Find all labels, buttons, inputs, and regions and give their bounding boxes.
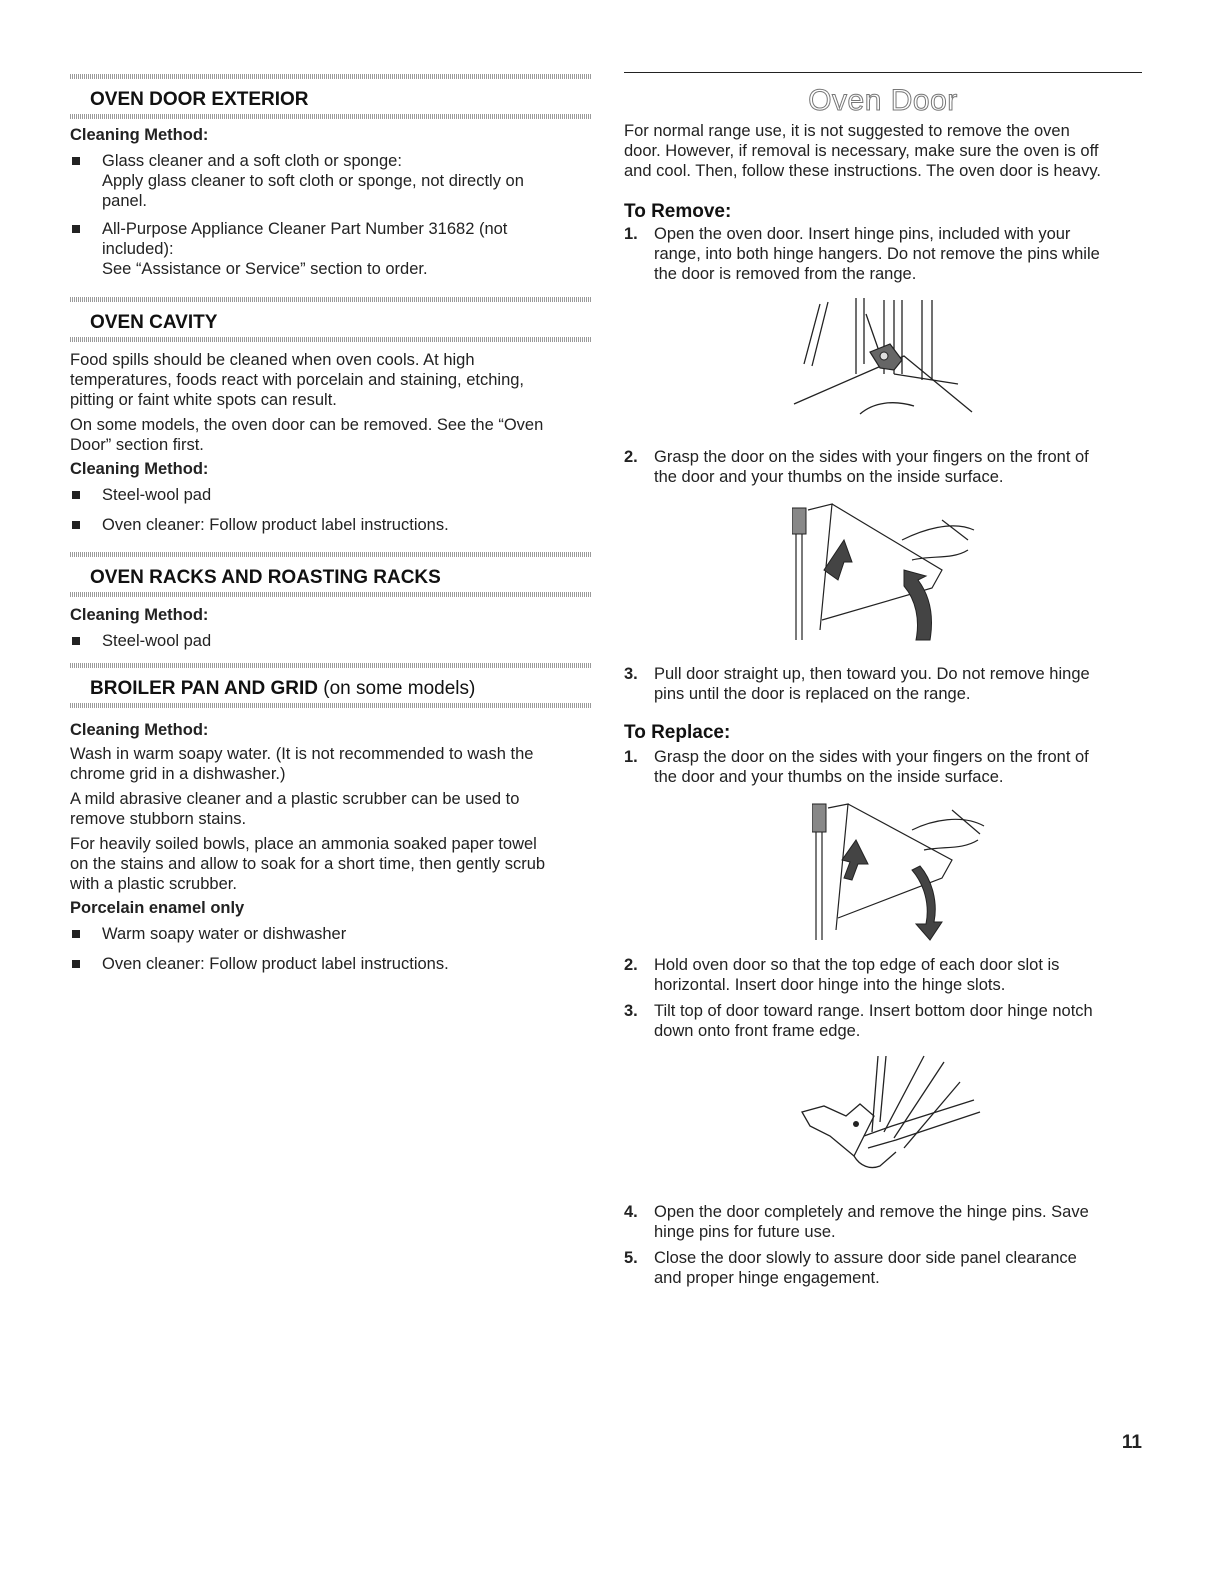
step-number: 1.	[624, 225, 638, 243]
text-line: with a plastic scrubber.	[70, 875, 237, 893]
text-line: Grasp the door on the sides with your fingers on the front of	[654, 448, 1089, 466]
text-line: the door is removed from the range.	[654, 265, 917, 283]
to-replace-heading: To Replace:	[624, 722, 731, 743]
text-line: pitting or faint white spots can result.	[70, 391, 337, 409]
step-number: 2.	[624, 448, 638, 466]
door-exterior-content	[70, 126, 592, 279]
text-line: See “Assistance or Service” section to order.	[102, 260, 428, 278]
section-header-door-exterior	[70, 74, 592, 119]
paragraph	[70, 834, 592, 894]
porcelain-label: Porcelain enamel only	[70, 899, 245, 917]
paragraph	[70, 350, 592, 410]
text-line: the door and your thumbs on the inside surface.	[654, 468, 1004, 486]
section-header-broiler	[70, 663, 592, 708]
text-line: included):	[102, 240, 174, 258]
text-line: pins until the door is replaced on the range.	[654, 685, 971, 703]
text-line: temperatures, foods react with porcelain and staining, etching,	[70, 371, 525, 389]
list-item: Oven cleaner: Follow product label instructions.	[70, 515, 592, 535]
text-line: and cool. Then, follow these instructions. The oven door is heavy.	[624, 162, 1101, 180]
text-line: On some models, the oven door can be removed. See the “Oven	[70, 416, 544, 434]
text-line: horizontal. Insert door hinge into the hinge slots.	[654, 976, 1006, 994]
text-line: Pull door straight up, then toward you. Do not remove hinge	[654, 665, 1090, 683]
replace-step-3	[624, 1001, 1142, 1041]
door-lift-illustration	[792, 500, 982, 645]
cleaning-method-label: Cleaning Method:	[70, 460, 209, 478]
list-item: Oven cleaner: Follow product label instructions.	[70, 954, 592, 974]
text-line: A mild abrasive cleaner and a plastic scrubber can be used to	[70, 790, 520, 808]
step-number: 3.	[624, 1002, 638, 1020]
text-line: panel.	[102, 192, 147, 210]
remove-step-3	[624, 664, 1142, 704]
cleaning-method-label: Cleaning Method:	[70, 126, 209, 144]
section-title: OVEN CAVITY	[90, 312, 218, 333]
text-line: Close the door slowly to assure door side panel clearance	[654, 1249, 1077, 1267]
remove-step-1	[624, 224, 1142, 284]
cleaning-method-label: Cleaning Method:	[70, 606, 209, 624]
text-line: Apply glass cleaner to soft cloth or sponge, not directly on	[102, 172, 524, 190]
text-line: the door and your thumbs on the inside surface.	[654, 768, 1004, 786]
text-line: remove stubborn stains.	[70, 810, 247, 828]
text-line: Open the oven door. Insert hinge pins, included with your	[654, 225, 1071, 243]
section-title: OVEN DOOR EXTERIOR	[90, 89, 309, 110]
replace-step-1	[624, 747, 1142, 787]
step-number: 2.	[624, 956, 638, 974]
step-number: 3.	[624, 665, 638, 683]
section-title: OVEN RACKS AND ROASTING RACKS	[90, 567, 441, 588]
text-line: Glass cleaner and a soft cloth or sponge:	[102, 152, 402, 170]
to-remove-heading: To Remove:	[624, 201, 732, 222]
hinge-notch-illustration	[784, 1052, 984, 1182]
text-line: For heavily soiled bowls, place an ammonia soaked paper towel	[70, 835, 537, 853]
section-title	[70, 668, 592, 703]
hinge-pin-illustration	[784, 294, 984, 434]
broiler-content	[70, 721, 592, 974]
broiler-title: BROILER PAN AND GRID	[90, 678, 318, 699]
list-item	[70, 219, 592, 279]
racks-content	[70, 606, 592, 651]
cleaning-method-label: Cleaning Method:	[70, 721, 209, 739]
page-title: Oven Door	[808, 84, 958, 117]
text-line: Tilt top of door toward range. Insert bottom door hinge notch	[654, 1002, 1093, 1020]
list-item	[70, 151, 592, 211]
step-number: 5.	[624, 1249, 638, 1267]
text-line: Grasp the door on the sides with your fingers on the front of	[654, 748, 1089, 766]
text-line: down onto front frame edge.	[654, 1022, 861, 1040]
remove-step-2	[624, 447, 1142, 487]
text-line: on the stains and allow to soak for a short time, then gently scrub	[70, 855, 546, 873]
intro-paragraph	[624, 121, 1142, 181]
text-line: door. However, if removal is necessary, make sure the oven is off	[624, 142, 1099, 160]
text-line: Hold oven door so that the top edge of each door slot is	[654, 956, 1060, 974]
text-line: All-Purpose Appliance Cleaner Part Number 31682 (not	[102, 220, 508, 238]
section-header-racks	[70, 552, 592, 597]
text-line: Wash in warm soapy water. (It is not recommended to wash the	[70, 745, 534, 763]
replace-step-2	[624, 955, 1142, 995]
text-line: range, into both hinge hangers. Do not remove the pins while	[654, 245, 1100, 263]
text-line: chrome grid in a dishwasher.)	[70, 765, 286, 783]
broiler-title-note: (on some models)	[323, 678, 476, 699]
step-number: 4.	[624, 1203, 638, 1221]
section-header-oven-cavity	[70, 297, 592, 342]
list-item: Steel-wool pad	[70, 485, 592, 505]
text-line: Food spills should be cleaned when oven cools. At high	[70, 351, 475, 369]
list-item: Warm soapy water or dishwasher	[70, 924, 592, 944]
text-line: Door” section first.	[70, 436, 204, 454]
paragraph	[70, 744, 592, 784]
step-number: 1.	[624, 748, 638, 766]
list-item: Steel-wool pad	[70, 631, 592, 651]
paragraph	[70, 415, 592, 455]
text-line: Open the door completely and remove the hinge pins. Save	[654, 1203, 1089, 1221]
paragraph	[70, 789, 592, 829]
door-lower-illustration	[812, 800, 992, 945]
replace-step-4	[624, 1202, 1142, 1242]
text-line: For normal range use, it is not suggested to remove the oven	[624, 122, 1070, 140]
replace-step-5	[624, 1248, 1142, 1288]
text-line: hinge pins for future use.	[654, 1223, 836, 1241]
oven-cavity-content	[70, 350, 592, 535]
page-number: 11	[1121, 1432, 1142, 1453]
text-line: and proper hinge engagement.	[654, 1269, 880, 1287]
divider	[624, 72, 1142, 73]
